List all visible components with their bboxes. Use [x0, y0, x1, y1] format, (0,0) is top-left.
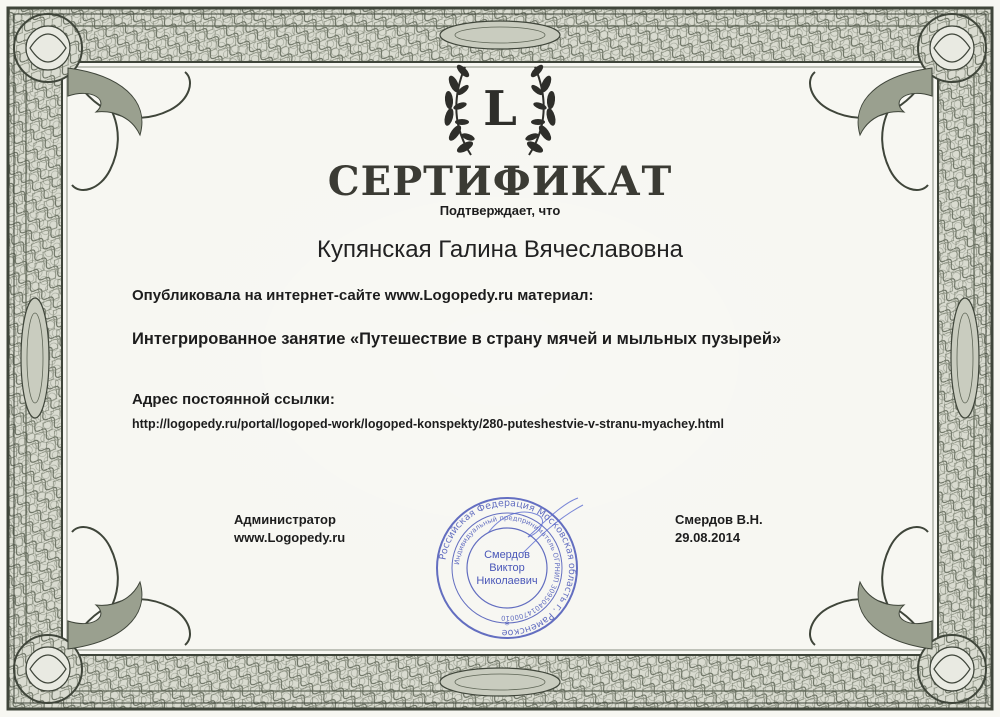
certificate-subtitle: Подтверждает, что — [439, 203, 561, 218]
certificate-title: СЕРТИФИКАТ — [327, 158, 673, 205]
stamp-outer-ring: Российская Федерация Московская область г. Раменское — [437, 498, 578, 639]
signer-name: Смердов В.Н. — [675, 512, 763, 527]
recipient-name: Купянская Галина Вячеславовна — [316, 236, 684, 263]
published-line: Опубликовала на интернет-сайте www.Logopedy.ru материал: — [132, 287, 594, 304]
stamp-inner-ring: Индивидуальный предприниматель ОГРНИП 309504014700010 — [453, 513, 562, 623]
permalink-url: http://logopedy.ru/portal/logoped-work/logoped-konspekty/280-puteshestvie-v-stranu-myachey.html — [132, 417, 724, 431]
material-title: Интегрированное занятие «Путешествие в страну мячей и мыльных пузырей» — [132, 330, 782, 348]
admin-role: Администратор — [234, 512, 336, 527]
admin-site: www.Logopedy.ru — [234, 530, 346, 545]
svg-text:*: * — [504, 620, 510, 631]
emblem-letter: L — [483, 81, 517, 137]
stamp-center-line-3: Николаевич — [476, 575, 538, 587]
stamp-center-line-1: Смердов — [484, 549, 530, 561]
certificate-date: 29.08.2014 — [675, 530, 741, 545]
round-seal-icon — [428, 493, 586, 643]
laurel-wreath-icon — [435, 55, 565, 165]
stamp-center-line-2: Виктор — [489, 562, 525, 574]
address-label: Адрес постоянной ссылки: — [132, 391, 335, 408]
